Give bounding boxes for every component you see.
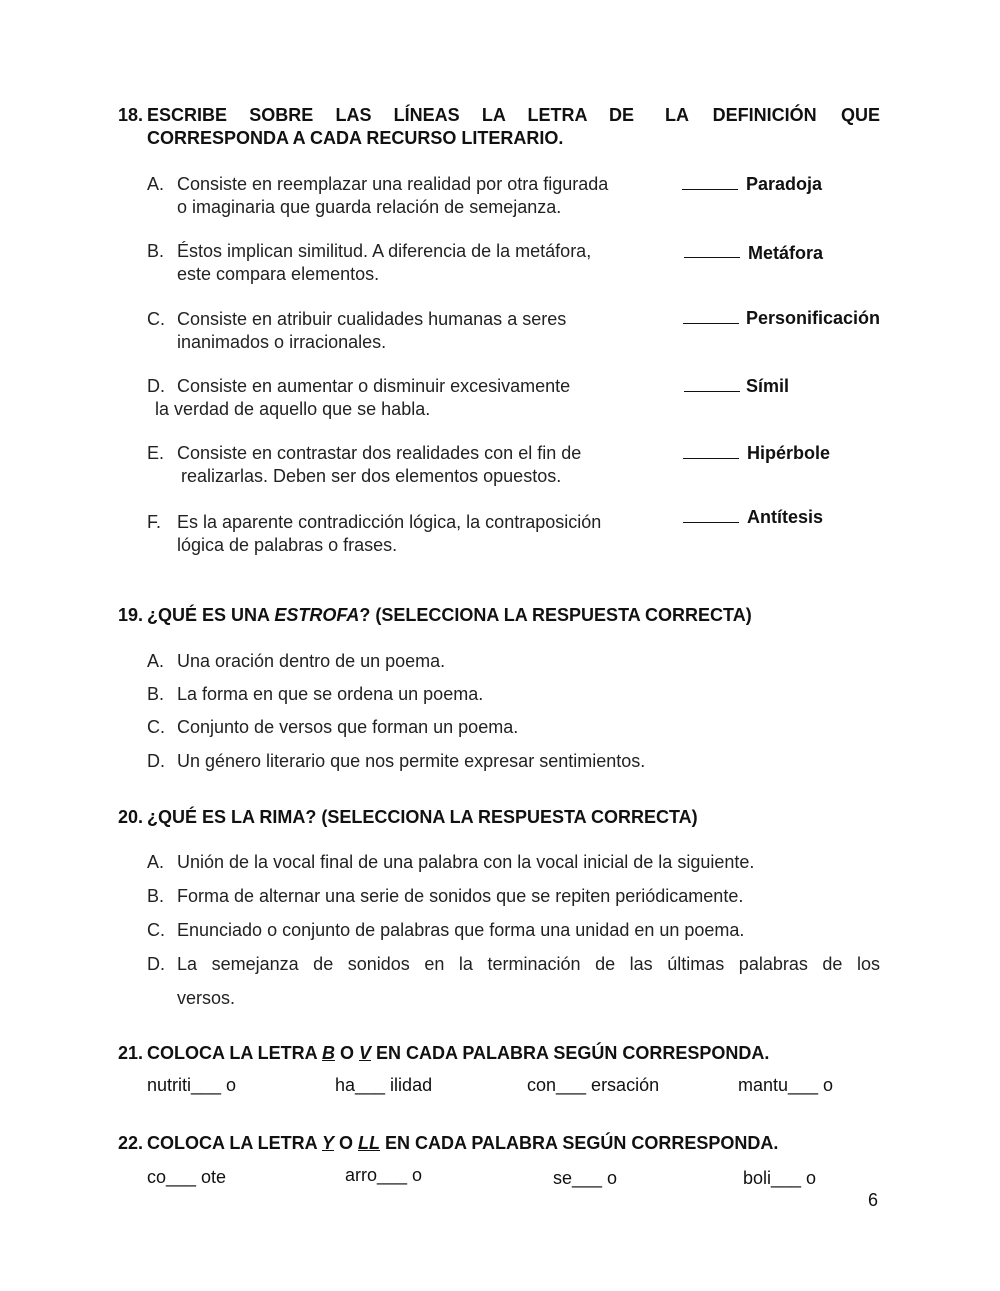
q21-title: COLOCA LA LETRA B O V EN CADA PALABRA SEGÚN CORRESPONDA. (147, 1043, 770, 1063)
q18-term-hiperbole: Hipérbole (747, 443, 831, 463)
q20-option-d[interactable]: D. La semejanza de sonidos en la terminación de las últimas palabras de los (147, 954, 880, 974)
q21-word-3[interactable]: con___ ersación (527, 1075, 660, 1095)
q22-word-2[interactable]: arro___ o (345, 1165, 423, 1185)
q19-title: ¿QUÉ ES UNA ESTROFA? (SELECCIONA LA RESPUESTA CORRECTA) (147, 605, 752, 625)
q18-definition-d-cont: la verdad de aquello que se habla. (155, 399, 431, 419)
q20-option-d-cont: versos. (177, 988, 236, 1008)
q18-term-personificacion: Personificación (746, 308, 881, 328)
q18-definition-e-cont: realizarlas. Deben ser dos elementos opuestos. (181, 466, 562, 486)
q18-term-metafora: Metáfora (748, 243, 824, 263)
q19-option-b[interactable]: B. La forma en que se ordena un poema. (147, 684, 484, 704)
q22-word-1[interactable]: co___ ote (147, 1167, 227, 1187)
q20-option-b[interactable]: B. Forma de alternar una serie de sonidos que se repiten periódicamente. (147, 886, 744, 906)
q20-option-c[interactable]: C. Enunciado o conjunto de palabras que forma una unidad en un poema. (147, 920, 745, 940)
q21-word-4[interactable]: mantu___ o (738, 1075, 834, 1095)
q18-term-paradoja: Paradoja (746, 174, 823, 194)
q18-answer-blank-antitesis[interactable] (683, 522, 739, 523)
q18-definition-a: A. Consiste en reemplazar una realidad por otra figurada (147, 174, 609, 194)
q18-definition-c: C. Consiste en atribuir cualidades humanas a seres (147, 309, 567, 329)
q20-option-a[interactable]: A. Unión de la vocal final de una palabra con la vocal inicial de la siguiente. (147, 852, 755, 872)
q18-definition-d: D. Consiste en aumentar o disminuir excesivamente (147, 376, 571, 396)
q19-option-a[interactable]: A. Una oración dentro de un poema. (147, 651, 446, 671)
q19-option-c[interactable]: C. Conjunto de versos que forman un poema. (147, 717, 519, 737)
q18-answer-blank-metafora[interactable] (684, 257, 740, 258)
q18-term-antitesis: Antítesis (747, 507, 824, 527)
q18-term-simil: Símil (746, 376, 790, 396)
q18-definition-a-cont: o imaginaria que guarda relación de semejanza. (177, 197, 562, 217)
q20-number: 20. (118, 807, 144, 827)
q22-number: 22. (118, 1133, 144, 1153)
q18-definition-e: E. Consiste en contrastar dos realidades con el fin de (147, 443, 582, 463)
q21-number: 21. (118, 1043, 144, 1063)
q18-title-line1-right: LA DEFINICIÓN QUE (665, 105, 880, 125)
q21-word-1[interactable]: nutriti___ o (147, 1075, 237, 1095)
q18-answer-blank-personificacion[interactable] (683, 323, 739, 324)
q18-title-line2: CORRESPONDA A CADA RECURSO LITERARIO. (147, 128, 564, 148)
q18-definition-b: B. Éstos implican similitud. A diferencia de la metáfora, (147, 241, 592, 261)
q18-answer-blank-paradoja[interactable] (682, 189, 738, 190)
q22-word-3[interactable]: se___ o (553, 1168, 618, 1188)
q18-answer-blank-simil[interactable] (684, 391, 740, 392)
q19-number: 19. (118, 605, 144, 625)
q18-definition-c-cont: inanimados o irracionales. (177, 332, 387, 352)
q18-title-line1-left: ESCRIBE SOBRE LAS LÍNEAS LA LETRA DE (147, 105, 634, 125)
q18-definition-b-cont: este compara elementos. (177, 264, 380, 284)
q18-definition-f: F. Es la aparente contradicción lógica, la contraposición (147, 512, 602, 532)
q18-number: 18. (118, 105, 144, 125)
q19-option-d[interactable]: D. Un género literario que nos permite expresar sentimientos. (147, 751, 646, 771)
q20-title: ¿QUÉ ES LA RIMA? (SELECCIONA LA RESPUESTA CORRECTA) (147, 807, 698, 827)
q18-definition-f-cont: lógica de palabras o frases. (177, 535, 398, 555)
q22-word-4[interactable]: boli___ o (743, 1168, 817, 1188)
q22-title: COLOCA LA LETRA Y O LL EN CADA PALABRA SEGÚN CORRESPONDA. (147, 1133, 779, 1153)
page-number: 6 (868, 1190, 879, 1210)
q21-word-2[interactable]: ha___ ilidad (335, 1075, 433, 1095)
q18-answer-blank-hiperbole[interactable] (683, 458, 739, 459)
